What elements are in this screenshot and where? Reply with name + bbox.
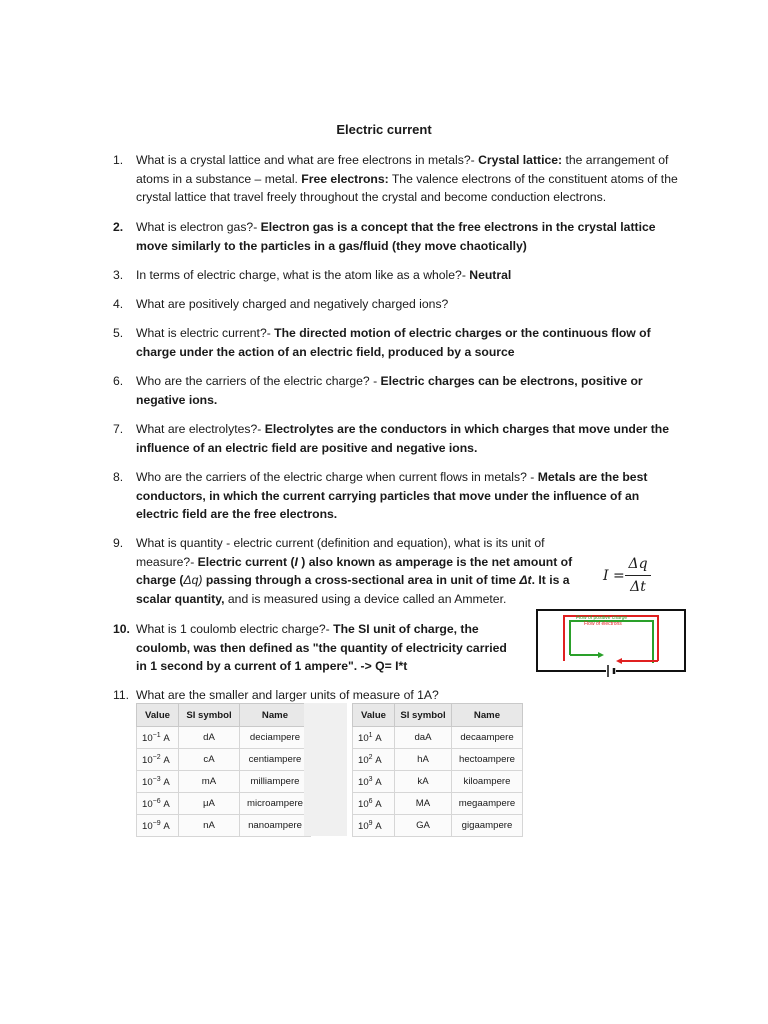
value-exponent: −3	[152, 775, 161, 783]
value-exponent: −9	[152, 819, 161, 827]
cell-name: nanoampere	[240, 815, 311, 837]
table-row	[353, 793, 523, 815]
value-unit: A	[375, 798, 382, 810]
text-run: Who are the carriers of the electric charge when current flows in metals? -	[136, 470, 538, 484]
value-base: 10	[358, 820, 369, 832]
cell-value	[353, 749, 395, 771]
column-header-value: Value	[137, 704, 179, 727]
cell-name: decaampere	[452, 727, 523, 749]
question-7	[113, 420, 683, 457]
question-text	[136, 534, 591, 608]
question-text	[136, 420, 683, 457]
text-run: Metals are the best conductors, in which the current carrying particles that move under the influence of an electric field are the free electrons.	[136, 470, 648, 522]
multiples-table	[352, 703, 523, 837]
question-text	[136, 324, 683, 361]
question-number: 3.	[113, 268, 124, 282]
text-run: What is electric current?-	[136, 326, 275, 340]
table-row	[353, 749, 523, 771]
question-text	[136, 266, 683, 285]
cell-symbol: nA	[179, 815, 240, 837]
text-run: The directed motion of electric charges or the continuous flow of charge under the action of an electric field, produced by a source	[136, 326, 651, 359]
text-run: In terms of electric charge, what is the atom like as a whole?-	[136, 268, 470, 282]
cell-name: microampere	[240, 793, 311, 815]
question-number: 11.	[113, 688, 130, 702]
value-base: 10	[142, 754, 153, 766]
table-header-row	[353, 704, 523, 727]
cell-name: kiloampere	[452, 771, 523, 793]
cell-value	[353, 793, 395, 815]
positive-charge-label: Flow of positive charge	[576, 615, 628, 621]
question-8	[113, 468, 683, 524]
value-base: 10	[142, 820, 153, 832]
text-run: Free electrons:	[301, 171, 389, 186]
value-exponent: −6	[152, 797, 161, 805]
value-base: 10	[142, 798, 153, 810]
formula-fraction	[625, 556, 651, 595]
question-text	[136, 151, 683, 207]
cell-symbol: hA	[395, 749, 452, 771]
value-exponent: 2	[368, 753, 373, 761]
electron-flow-label: Flow of electrons	[584, 621, 622, 627]
question-4	[113, 295, 683, 314]
table-row	[353, 727, 523, 749]
question-3	[113, 266, 683, 285]
value-exponent: −2	[152, 753, 161, 761]
formula-numerator: Δq	[628, 556, 648, 572]
cell-symbol: kA	[395, 771, 452, 793]
question-1	[113, 151, 683, 207]
question-text	[136, 686, 683, 705]
text-run: Electric current (	[197, 554, 295, 569]
cell-value	[137, 749, 179, 771]
column-header-symbol: SI symbol	[179, 704, 240, 727]
cell-name: milliampere	[240, 771, 311, 793]
current-formula	[603, 556, 663, 600]
cell-symbol: MA	[395, 793, 452, 815]
value-unit: A	[163, 754, 170, 766]
question-9	[113, 534, 591, 608]
value-exponent: 6	[368, 797, 373, 805]
value-base: 10	[142, 732, 153, 744]
value-unit: A	[163, 732, 170, 744]
text-run: What are electrolytes?-	[136, 422, 265, 436]
cell-name: hectoampere	[452, 749, 523, 771]
column-header-value: Value	[353, 704, 395, 727]
text-run: the arrangement of atoms in a substance – metal.	[136, 153, 669, 186]
value-exponent: 3	[368, 775, 373, 783]
question-number: 5.	[113, 326, 124, 340]
text-run: What is quantity - electric current (definition and equation), what is its unit of measure?-	[136, 536, 545, 569]
text-run: What is 1 coulomb electric charge?-	[136, 622, 334, 636]
value-base: 10	[358, 732, 369, 744]
text-run: What are the smaller and larger units of measure of 1A?	[136, 688, 439, 702]
text-run: Electron gas is a concept that the free electrons in the crystal lattice move similarly to the particles in a gas/fluid (they move chaotically)	[136, 220, 656, 253]
cell-value	[137, 727, 179, 749]
cell-value	[137, 815, 179, 837]
question-number: 1.	[113, 153, 124, 167]
question-6	[113, 372, 683, 409]
question-text	[136, 620, 518, 676]
question-5	[113, 324, 683, 361]
cell-value	[353, 727, 395, 749]
column-header-name: Name	[452, 704, 523, 727]
table-header-row	[137, 704, 311, 727]
cell-symbol: mA	[179, 771, 240, 793]
cell-value	[137, 771, 179, 793]
text-run: and is measured using a device called an Ammeter.	[224, 591, 507, 606]
value-base: 10	[358, 776, 369, 788]
table-row	[353, 815, 523, 837]
value-base: 10	[358, 754, 369, 766]
cell-name: megaampere	[452, 793, 523, 815]
formula-denominator: Δt	[630, 579, 646, 595]
text-run: ) also known as amperage is the net amount of charge (	[136, 554, 573, 588]
question-text	[136, 372, 683, 409]
cell-value	[137, 793, 179, 815]
table-row	[137, 749, 311, 771]
column-header-name: Name	[240, 704, 311, 727]
circuit-diagram	[536, 609, 686, 684]
question-text	[136, 218, 683, 255]
question-text	[136, 295, 683, 314]
question-number: 9.	[113, 536, 124, 550]
table-row	[137, 793, 311, 815]
question-number: 10.	[113, 622, 130, 636]
table-row	[353, 771, 523, 793]
question-10	[113, 620, 518, 676]
text-run: Δq)	[183, 573, 203, 588]
text-run: Crystal lattice:	[478, 153, 563, 167]
cell-name: gigaampere	[452, 815, 523, 837]
text-run: The SI unit of charge, the coulomb, was then defined as "the quantity of electricity carried in 1 second by a current of 1 ampere". -> Q= I*t	[136, 622, 507, 674]
text-run: What is a crystal lattice and what are free electrons in metals?-	[136, 153, 479, 167]
cell-symbol: dA	[179, 727, 240, 749]
question-text	[136, 468, 683, 524]
question-number: 7.	[113, 422, 124, 436]
text-run: Electric charges can be electrons, positive or negative ions.	[136, 374, 643, 407]
text-run: Neutral	[469, 268, 512, 282]
text-run: Δt	[519, 573, 532, 588]
text-run: Who are the carriers of the electric charge? -	[136, 374, 381, 388]
question-number: 6.	[113, 374, 124, 388]
cell-name: deciampere	[240, 727, 311, 749]
formula-lhs: I =	[603, 568, 625, 584]
value-unit: A	[163, 776, 170, 788]
value-unit: A	[375, 732, 382, 744]
table-row	[137, 771, 311, 793]
value-unit: A	[375, 820, 382, 832]
text-run: The valence electrons of the constituent atoms of the crystal lattice that travel freely throughout the crystal and become conduction electrons.	[136, 171, 678, 205]
table-row	[137, 815, 311, 837]
text-run: passing through a cross-sectional area in unit of time	[202, 573, 520, 588]
text-run: What are positively charged and negatively charged ions?	[136, 297, 449, 311]
question-number: 2.	[113, 220, 124, 234]
value-exponent: −1	[152, 731, 161, 739]
question-number: 8.	[113, 470, 124, 484]
value-base: 10	[142, 776, 153, 788]
fraction-bar	[625, 575, 651, 576]
cell-value	[353, 771, 395, 793]
column-header-symbol: SI symbol	[395, 704, 452, 727]
text-run: I	[294, 554, 298, 569]
cell-symbol: μA	[179, 793, 240, 815]
table-row	[137, 727, 311, 749]
cell-symbol: cA	[179, 749, 240, 771]
value-unit: A	[375, 754, 382, 766]
value-unit: A	[375, 776, 382, 788]
cell-name: centiampere	[240, 749, 311, 771]
cell-symbol: GA	[395, 815, 452, 837]
submultiples-table	[136, 703, 311, 837]
text-run: Electrolytes are the conductors in which charges that move under the influence of an electric field are positive and negative ions.	[136, 422, 670, 455]
cell-value	[353, 815, 395, 837]
text-run: . It is a scalar quantity,	[136, 573, 570, 606]
value-exponent: 1	[368, 731, 373, 739]
question-2	[113, 218, 683, 255]
question-11	[113, 686, 683, 705]
value-unit: A	[163, 798, 170, 810]
table-spacer	[304, 703, 347, 836]
page-title: Electric current	[336, 122, 432, 137]
value-unit: A	[163, 820, 170, 832]
value-base: 10	[358, 798, 369, 810]
cell-symbol: daA	[395, 727, 452, 749]
question-number: 4.	[113, 297, 124, 311]
text-run: What is electron gas?-	[136, 220, 261, 234]
value-exponent: 9	[368, 819, 373, 827]
